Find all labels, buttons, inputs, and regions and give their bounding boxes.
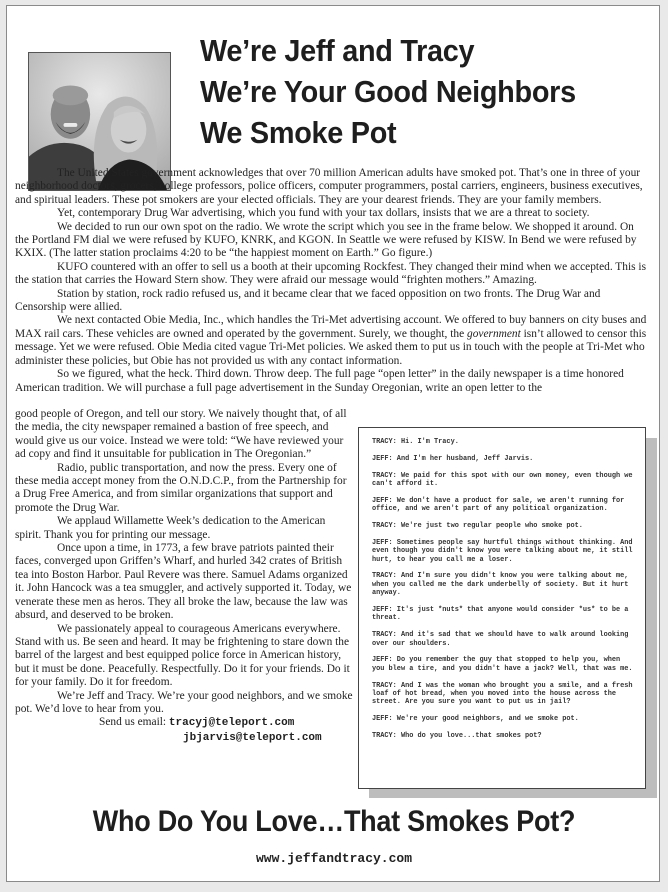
script-line: TRACY: We're just two regular people who smoke pot. [372,522,583,530]
paragraph: We passionately appeal to courageous Americans everywhere. Stand with us. Be seen and heard. It may be frightening to stare down the barrel of the largest and best equipped police force in American history, but it must be done. Peacefully. Respectfully. Do it for your friends. Do it for your family. Do it for freedom. [15,622,350,689]
tagline-text: Who Do You Love…That Smokes Pot? [92,805,576,838]
paragraph-obie [15,314,649,368]
script-line: TRACY: And I'm sure you didn't know you were talking about me, when you called me the dark underbelly of society. But it hurt anyway. [372,572,629,598]
headline-line-2: We’re Your Good Neighbors [200,74,576,109]
paragraph: good people of Oregon, and tell our story. We naively thought that, of all the media, the city newspaper remained a bastion of free speech, and would give us our voice. Instead we were told: “We have reviewed your ad copy and find it unsuitable for publication in The Oregonian.” [15,408,347,461]
headline-line-3: We Smoke Pot [200,115,397,150]
script-line: TRACY: We paid for this spot with our own money, even though we can't afford it. [372,471,633,488]
email-link-tracy[interactable]: tracyj@teleport.com [168,717,295,730]
script-line: TRACY: Who do you love...that smokes pot? [372,732,542,741]
paragraph-obie-end: isn’t allowed to censor this message. Yet we were refused. Obie Media cited vague Tri-Met policies. We asked them to put us in touch with the people at Tri-Met who administer these policies, but Obie has not provided us with any contact information. [15,327,647,367]
website-link[interactable]: www.jeffandtracy.com [255,851,413,866]
paragraph: We’re Jeff and Tracy. We’re your good neighbors, and we smoke pot. We’d love to hear from you. [15,689,353,715]
email-label: Send us email: [99,716,169,729]
paragraph: Once upon a time, in 1773, a few brave patriots painted their faces, converged upon Griffen’s Wharf, and hurled 342 crates of British tea into Boston Harbor. Paul Revere was there. Samuel Adams organized it. John Hancock was a tea smuggler, and actively supported it. Today, we venerate these men as heros. They all broke the law, because the law was absurd, and deserved to be broken. [15,542,352,622]
script-line: TRACY: And it's sad that we should have to walk around looking over our shoulders. [372,631,629,648]
script-line: TRACY: Hi. I'm Tracy. [372,438,459,446]
script-line: JEFF: Do you remember the guy that stopped to help you, when you blew a tire, and you didn't have a jack? Well, that was me. [372,656,633,673]
advertisement-page [6,5,660,882]
script-line: JEFF: And I'm her husband, Jeff Jarvis. [372,454,534,463]
paragraph: So we figured, what the heck. Third down. Throw deep. The full page “open letter” in the daily newspaper is a time honored American tradition. We will purchase a full page advertisement in the Sunday Oregonian, write an open letter to the [15,368,624,394]
paragraph: KUFO countered with an offer to sell us a booth at their upcoming Rockfest. They changed their mind when we accepted. This is the station that carries the Howard Stern show. They were afraid our message would “frighten mothers.” Amazing. [15,260,647,287]
tagline [7,804,661,840]
paragraph: The United States government acknowledges that over 70 million American adults have smoked pot. That’s one in three of your neighborhood doctors, grocers, college professors, police officers, computer programmers, postal carriers, engineers, business executives, and spiritual leaders. These pot smokers are your elected officials. They are your dearest friends. They are your family members. [15,167,643,206]
body-text [15,167,649,395]
paragraph-obie-start: We next contacted Obie Media, Inc., which handles the Tri-Met advertising account. We offered to buy banners on city buses and MAX rail cars. These vehicles are owned and operated by the government. Surely, we thought, the [15,314,647,340]
paragraph: Station by station, rock radio refused us, and it became clear that we faced opposition on two fronts. The Drug War and Censorship were allied. [15,287,601,314]
paragraph: Yet, contemporary Drug War advertising, which you fund with your tax dollars, insists that we are a threat to society. [57,207,590,220]
headline-line-1: We’re Jeff and Tracy [200,33,475,68]
column-text [15,408,353,745]
paragraph: Radio, public transportation, and now the press. Every one of these media accept money from the O.N.D.C.P., from the Partnership for a Drug Free America, and from similar organizations that support and promote the Drug War. [15,461,347,514]
email-link-jeff[interactable]: jbjarvis@teleport.com [183,731,322,744]
emphasis-government: government [467,327,521,340]
script-line: JEFF: Sometimes people say hurtful things without thinking. And even though you didn't know you were talking about me, it still hurt, to hear you call me a loser. [372,538,633,564]
headline [200,30,576,153]
radio-script-frame [358,427,646,789]
email-row-2 [15,731,353,745]
paragraph: We decided to run our own spot on the radio. We wrote the script which you see in the frame below. We shopped it around. On the Portland FM dial we were refused by KUFO, KNRK, and KGON. In Seattle we were refused by KISW. In Bend we were refused by KXIX. (The latter station proclaims 4:20 to be “the happiest moment on Earth.” Go figure.) [15,220,637,260]
script-line: JEFF: We don't have a product for sale, we aren't running for office, and we aren't part of any political organization. [372,496,625,514]
script-line: JEFF: We're your good neighbors, and we smoke pot. [372,715,579,724]
script-line: JEFF: It's just *nuts* that anyone would consider *us* to be a threat. [372,606,629,623]
email-row [15,716,353,730]
paragraph: We applaud Willamette Week’s dedication to the American spirit. Thank you for printing our message. [15,515,326,541]
script-line: TRACY: And I was the woman who brought you a smile, and a fresh loaf of hot bread, when you moved into the house across the street. Are you sure you want to put us in jail? [372,681,633,707]
